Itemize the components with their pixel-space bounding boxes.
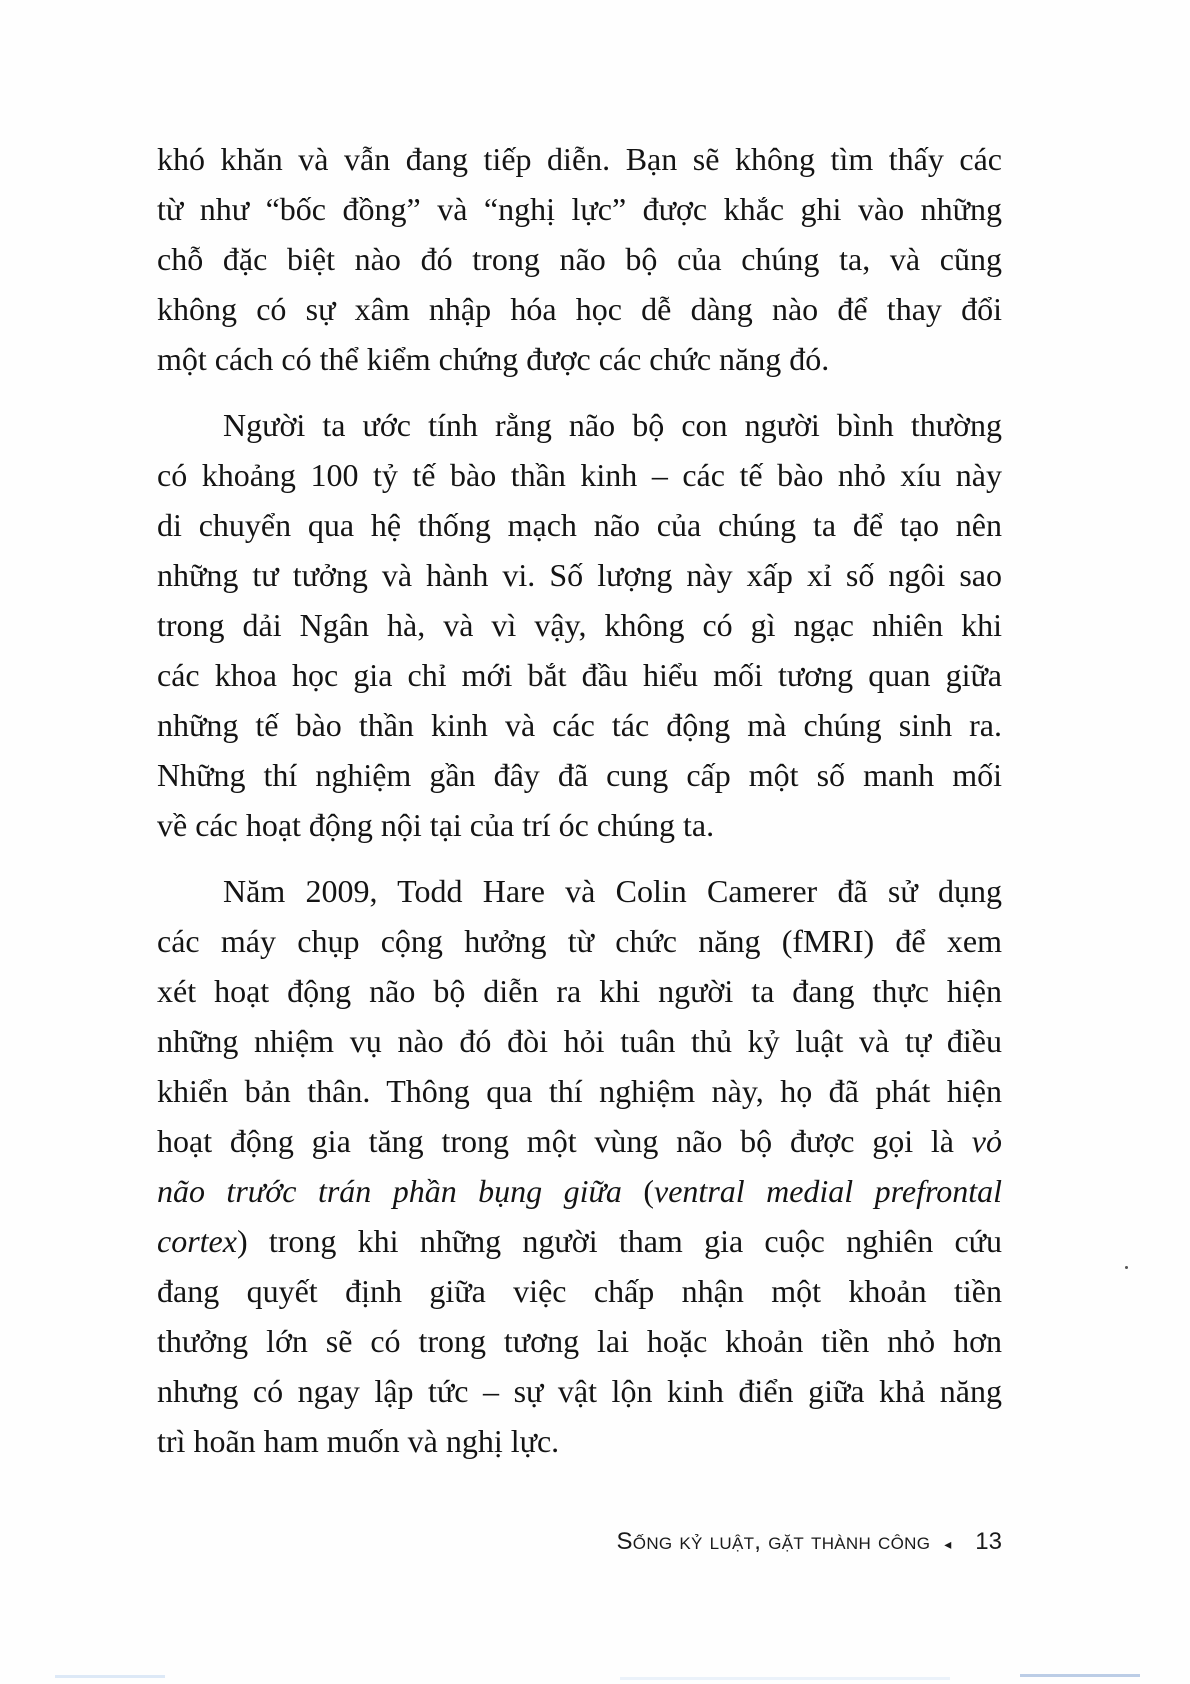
text-line: nhưng có ngay lập tức – sự vật lộn kinh điển giữa khả năng (157, 1373, 1002, 1409)
scan-artifact (620, 1677, 950, 1680)
italic-term: cortex (157, 1223, 237, 1259)
text-line: khiển bản thân. Thông qua thí nghiệm này, họ đã phát hiện (157, 1073, 1002, 1109)
text-line: các khoa học gia chỉ mới bắt đầu hiểu mối tương quan giữa (157, 657, 1002, 693)
text-line: không có sự xâm nhập hóa học dễ dàng nào để thay đổi (157, 291, 1002, 327)
text-line: những tư tưởng và hành vi. Số lượng này xấp xỉ số ngôi sao (157, 557, 1002, 593)
text-line: khó khăn và vẫn đang tiếp diễn. Bạn sẽ không tìm thấy các (157, 141, 1002, 177)
text-line: xét hoạt động não bộ diễn ra khi người ta đang thực hiện (157, 973, 1002, 1009)
triangle-marker-icon: ◂ (944, 1536, 952, 1552)
text-line: Những thí nghiệm gần đây đã cung cấp một số manh mối (157, 757, 1002, 793)
body-text (157, 134, 1002, 1482)
text-line: di chuyển qua hệ thống mạch não của chúng ta để tạo nên (157, 507, 1002, 543)
text-line: những nhiệm vụ nào đó đòi hỏi tuân thủ kỷ luật và tự điều (157, 1023, 1002, 1059)
paragraph (157, 400, 1002, 850)
text-segment: ( (621, 1173, 655, 1209)
text-line: Người ta ước tính rằng não bộ con người bình thường (223, 407, 1002, 443)
page-footer (616, 1528, 1002, 1556)
text-line (157, 1116, 1002, 1166)
scan-artifact (55, 1675, 165, 1678)
paragraph (157, 866, 1002, 1466)
text-line: những tế bào thần kinh và các tác động mà chúng sinh ra. (157, 707, 1002, 743)
text-segment: ) trong khi những người tham gia cuộc nghiên cứu (236, 1223, 1002, 1259)
running-title: Sống kỷ luật, gặt thành công (616, 1528, 931, 1555)
italic-term: ventral medial prefrontal (654, 1173, 1003, 1209)
text-line (157, 1216, 1002, 1266)
text-line: trong dải Ngân hà, và vì vậy, không có gì ngạc nhiên khi (157, 607, 1002, 643)
text-line: đang quyết định giữa việc chấp nhận một khoản tiền (157, 1273, 1002, 1309)
text-line (157, 1166, 1002, 1216)
page-number: 13 (975, 1528, 1002, 1555)
italic-term: vỏ (971, 1123, 1002, 1159)
text-line: các máy chụp cộng hưởng từ chức năng (fMRI) để xem (157, 923, 1002, 959)
text-line: từ như “bốc đồng” và “nghị lực” được khắc ghi vào những (157, 191, 1002, 227)
scan-speck (1125, 1266, 1128, 1269)
text-line: trì hoãn ham muốn và nghị lực. (157, 1423, 560, 1459)
paragraph (157, 134, 1002, 384)
scan-artifact (1020, 1674, 1140, 1677)
text-line: chỗ đặc biệt nào đó trong não bộ của chúng ta, và cũng (157, 241, 1002, 277)
italic-term: não trước trán phần bụng giữa (157, 1173, 622, 1209)
text-line: Năm 2009, Todd Hare và Colin Camerer đã sử dụng (223, 873, 1002, 909)
text-line: về các hoạt động nội tại của trí óc chúng ta. (157, 807, 715, 843)
text-line: có khoảng 100 tỷ tế bào thần kinh – các tế bào nhỏ xíu này (157, 457, 1002, 493)
text-segment: hoạt động gia tăng trong một vùng não bộ được gọi là (157, 1123, 972, 1159)
text-line: thưởng lớn sẽ có trong tương lai hoặc khoản tiền nhỏ hơn (157, 1323, 1002, 1359)
text-line: một cách có thể kiểm chứng được các chức năng đó. (157, 341, 830, 377)
